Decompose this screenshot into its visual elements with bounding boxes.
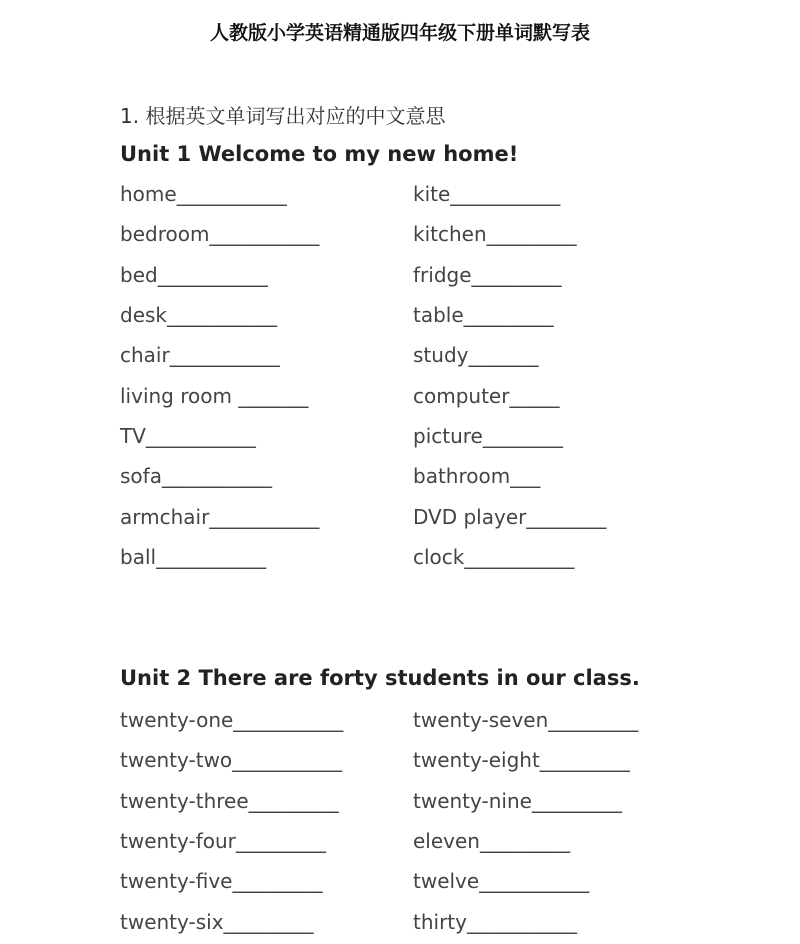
vocabulary-blank: twenty-six_________ [120, 909, 314, 934]
vocabulary-blank: twenty-nine_________ [413, 788, 622, 813]
vocabulary-blank: eleven_________ [413, 829, 570, 854]
vocabulary-blank: table_________ [413, 303, 554, 328]
vocabulary-blank: armchair___________ [120, 504, 320, 529]
vocabulary-blank: kitchen_________ [413, 222, 577, 247]
vocabulary-blank: home___________ [120, 182, 287, 207]
word-row [120, 174, 740, 214]
word-row [120, 375, 740, 415]
vocabulary-blank: thirty___________ [413, 909, 577, 934]
vocabulary-blank: twenty-one___________ [120, 708, 344, 733]
word-row [120, 214, 740, 254]
vocabulary-blank: DVD player________ [413, 504, 607, 529]
worksheet-title: 人教版小学英语精通版四年级下册单词默写表 [209, 22, 590, 44]
vocabulary-blank: computer_____ [413, 383, 560, 408]
vocabulary-blank: bathroom___ [413, 464, 541, 489]
word-row [120, 295, 740, 335]
vocabulary-blank: twenty-five_________ [120, 869, 323, 894]
vocabulary-blank: kite___________ [413, 182, 561, 207]
vocabulary-blank: twenty-seven_________ [413, 708, 639, 733]
vocabulary-blank: clock___________ [413, 544, 575, 569]
word-row [120, 821, 740, 861]
word-row [120, 416, 740, 456]
word-row [120, 740, 740, 780]
word-row [120, 537, 740, 577]
vocabulary-blank: twenty-three_________ [120, 788, 339, 813]
vocabulary-blank: twenty-eight_________ [413, 748, 630, 773]
word-row [120, 781, 740, 821]
word-row [120, 901, 740, 941]
vocabulary-blank: bed___________ [120, 262, 268, 287]
word-row [120, 255, 740, 295]
vocabulary-blank: twenty-two___________ [120, 748, 343, 773]
unit-2-heading: Unit 2 There are forty students in our class. [120, 666, 640, 690]
vocabulary-blank: sofa___________ [120, 464, 272, 489]
vocabulary-blank: TV___________ [120, 423, 256, 448]
vocabulary-blank: twenty-four_________ [120, 829, 326, 854]
vocabulary-blank: living room _______ [120, 383, 309, 408]
unit-2-word-list [120, 700, 740, 942]
vocabulary-blank: study_______ [413, 343, 539, 368]
vocabulary-blank: chair___________ [120, 343, 280, 368]
word-row [120, 700, 740, 740]
vocabulary-blank: fridge_________ [413, 262, 562, 287]
unit-1-word-list [120, 174, 740, 577]
word-row [120, 496, 740, 536]
vocabulary-blank: bedroom___________ [120, 222, 320, 247]
vocabulary-blank: picture________ [413, 423, 563, 448]
word-row [120, 861, 740, 901]
vocabulary-blank: desk___________ [120, 303, 278, 328]
vocabulary-blank: ball___________ [120, 544, 267, 569]
instruction-text: 1. 根据英文单词写出对应的中文意思 [120, 104, 446, 128]
word-row [120, 456, 740, 496]
unit-1-heading: Unit 1 Welcome to my new home! [120, 142, 519, 166]
vocabulary-blank: twelve___________ [413, 869, 590, 894]
word-row [120, 335, 740, 375]
